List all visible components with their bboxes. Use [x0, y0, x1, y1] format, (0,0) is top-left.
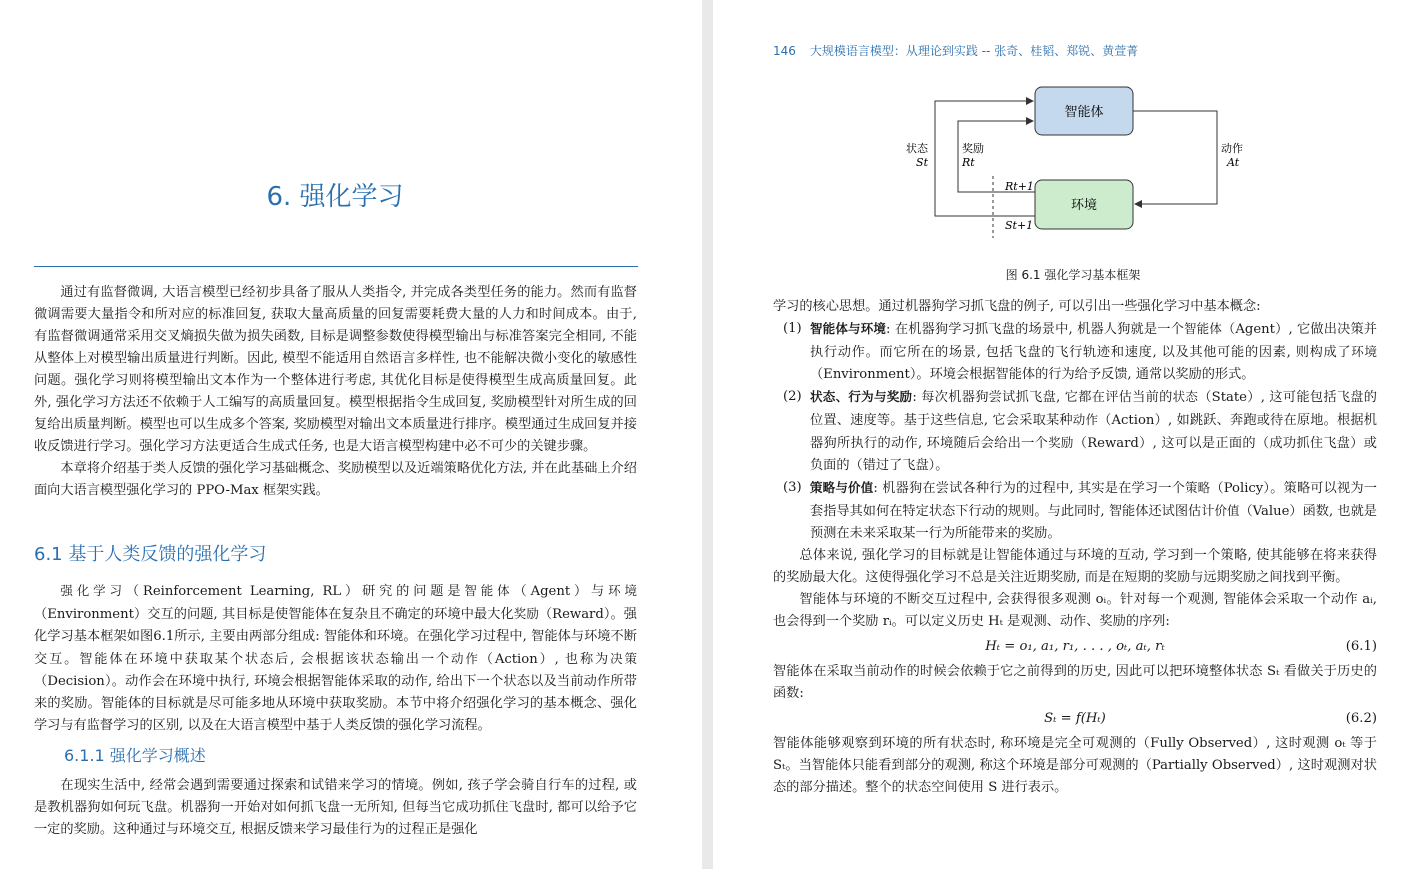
reward-symbol: Rt — [962, 156, 975, 169]
action-symbol: At — [1227, 156, 1240, 169]
term-span: 价值 — [1214, 503, 1240, 518]
text-span: （Action）, 也称为 — [479, 652, 611, 667]
term-env: 环境 — [608, 583, 637, 598]
rl-framework-diagram — [893, 80, 1253, 250]
text-span: （Policy）。策略可以视为一套指导其如何在特定状态下行动的规则。与此同时, 智能体还试图估计 — [810, 481, 1377, 519]
subsection-body — [34, 775, 637, 841]
action-label: 动作 — [1221, 142, 1243, 155]
item-number: (3) — [783, 480, 802, 495]
text-span: : 机器狗在尝试各种行为的过程中, 其实是在学习一个 — [873, 481, 1185, 496]
reward-label: 奖励 — [962, 142, 984, 155]
equation-6-1 — [773, 633, 1377, 661]
next-state-label: St+1 — [1005, 219, 1034, 232]
lead-paragraph: 学习的核心思想。通过机器狗学习抓飞盘的例子, 可以引出一些强化学习中基本概念: — [773, 299, 1261, 314]
section-title: 6.1 基于人类反馈的强化学习 — [34, 544, 267, 565]
next-reward-label: Rt+1 — [1005, 180, 1034, 193]
action-arrow — [1133, 111, 1217, 204]
equation-6-2 — [773, 705, 1377, 733]
concept-item-3 — [773, 477, 1377, 545]
term-rl: 强化学习 — [60, 583, 126, 598]
term-span: 动作 — [1072, 412, 1099, 427]
concept-item-2 — [773, 386, 1377, 477]
term-span: 奖励 — [1048, 435, 1074, 450]
item-heading: 状态、行为与奖励 — [810, 389, 913, 404]
state-symbol: St — [916, 156, 928, 169]
section-6-1-body — [34, 580, 637, 737]
item-number: (1) — [783, 321, 802, 336]
text-span: （Environment）交互的问题, 其目标是使智能体在复杂且不确定的环境中最大化 — [34, 607, 514, 622]
page-number: 146 — [773, 44, 796, 58]
term-decision: 决策 — [610, 651, 637, 666]
chapter-intro — [34, 282, 637, 502]
state-arrow — [935, 101, 1035, 216]
subsection-paragraph: 在现实生活中, 经常会遇到需要通过探索和试错来学习的情境。例如, 孩子学会骑自行车的过程, 或是教机器狗如何玩飞盘。机器狗一开始对如何抓飞盘一无所知, 但每当它成功抓住飞盘时, 都可以给予它一定的奖励。这种通过与环境交互, 根据反馈来学习最佳行为的过程正是强化 — [34, 778, 637, 837]
observation-paragraph: 智能体与环境的不断交互过程中, 会获得很多观测 oᵢ。针对每一个观测, 智能体会采取一个动作 aᵢ, 也会得到一个奖励 rᵢ。可以定义历史 Hₜ 是观测、动作、奖励的序列: — [773, 592, 1377, 629]
figure-caption: 图 6.1 强化学习基本框架 — [1005, 268, 1141, 282]
term-span: 状态 — [1172, 389, 1199, 404]
text-span: （Action）, 如跳跃、奔跑或待在原地。根据机器狗所执行的动作, 环境随后会给出一个 — [810, 413, 1377, 451]
right-page — [713, 0, 1413, 869]
equation-number: (6.2) — [1345, 711, 1377, 726]
text-span: （Agent）, 它做出决策并执行动作。而它所在的场景, 包括飞盘的飞行轨迹和速度, 以及其他可能的因素, 则构成了 — [810, 322, 1377, 360]
running-title: 大规模语言模型：从理论到实践 -- 张奇、桂韬、郑锐、黄萱菁 — [809, 44, 1139, 58]
term-span: 策略 — [1184, 480, 1211, 495]
equation-body: Sₜ = f(Hₜ) — [1044, 711, 1106, 726]
term-span: 环境 — [1351, 344, 1377, 359]
chapter-rule — [34, 266, 638, 267]
equation-number: (6.1) — [1345, 639, 1377, 654]
subsection-title: 6.1.1 强化学习概述 — [64, 746, 206, 765]
item-heading: 智能体与环境 — [810, 321, 887, 336]
term-agent: 智能体 — [464, 583, 514, 598]
left-page — [0, 0, 702, 869]
text-span: （Value）函数, 也就是预测在未来采取某一行为所能带来的奖励。 — [810, 504, 1377, 541]
text-span: : 在机器狗学习抓飞盘的场景中, 机器人狗就是一个 — [886, 322, 1184, 337]
text-span: （Decision）。动作会在环境中执行, 环境会根据智能体采取的动作, 给出下一个状态以及当前动作所带来的奖励。智能体的目标就是尽可能多地从环境中获取奖励。本节中将介绍强化学习的基本概念、强化学习与有监督学习的区别, 以及在大语言模型中基于人类反馈的强化学习流程。 — [34, 674, 637, 733]
text-span: : 每次机器狗尝试抓飞盘, 它都在评估当前的 — [912, 390, 1173, 405]
state-paragraph: 智能体在采取当前动作的时候会依赖于它之前得到的历史, 因此可以把环境整体状态 Sₜ 看做关于历史的函数: — [773, 664, 1377, 701]
term-span: 智能体 — [1183, 321, 1222, 336]
right-body — [773, 296, 1377, 799]
intro-paragraph-2: 本章将介绍基于类人反馈的强化学习基础概念、奖励模型以及近端策略优化方法, 并在此基础上介绍面向大语言模型强化学习的 PPO-Max 框架实践。 — [34, 461, 637, 498]
state-label: 状态 — [906, 142, 928, 155]
text-span: （State）, 这可能包括飞盘的位置、速度等。基于这些信息, 它会采取某种 — [810, 390, 1377, 428]
term-action: 动作 — [451, 651, 480, 666]
running-header — [773, 42, 1138, 59]
observability-paragraph: 智能体能够观察到环境的所有状态时, 称环境是完全可观测的（Fully Observed）, 这时观测 oₜ 等于 Sₜ。当智能体只能看到部分的观测, 称这个环境是部分可观测的（Partially Observed）, 这时观测对状态的部分描述。整个的状态空间使用 S 进行表示。 — [773, 736, 1377, 795]
text-span: （Environment）。环境会根据智能体的行为给予反馈, 通常以奖励的形式。 — [810, 367, 1255, 382]
environment-label: 环境 — [1070, 198, 1098, 213]
concept-item-1 — [773, 318, 1377, 386]
text-span: （Agent）与 — [513, 584, 609, 599]
text-span: （Reward）。强化学习基本框架如图6.1所示, 主要由两部分组成: 智能体和环境。在强化学习过程中, 智能体与环境不断交互。智能体在环境中获取某个状态后, 会根据该状态输出一个 — [34, 607, 637, 667]
item-heading: 策略与价值 — [810, 480, 874, 495]
term-reward: 奖励 — [513, 606, 539, 621]
item-number: (2) — [783, 389, 802, 404]
text-span: （Reward）, 这可以是正面的（成功抓住飞盘）或负面的（错过了飞盘）。 — [810, 436, 1377, 473]
agent-label: 智能体 — [1064, 105, 1104, 120]
summary-paragraph: 总体来说, 强化学习的目标就是让智能体通过与环境的互动, 学习到一个策略, 使其能够在将来获得的奖励最大化。这使得强化学习不总是关注近期奖励, 而是在短期的奖励与远期奖励之间找到平衡。 — [773, 548, 1377, 585]
chapter-title: 6. 强化学习 — [266, 182, 404, 212]
intro-paragraph-1: 通过有监督微调, 大语言模型已经初步具备了服从人类指令, 并完成各类型任务的能力。然而有监督微调需要大量指令和所对应的标准回复, 获取大量高质量的回复需要耗费大量的人力和时间成本。由于, 有监督微调通常采用交叉熵损失做为损失函数, 目标是调整参数使得模型输出与标准答案完全相同, 不能从整体上对模型输出质量进行判断。因此, 模型不能适用自然语言多样性, 也不能解决微小变化的敏感性问题。强化学习则将模型输出文本作为一个整体进行考虑, 其优化目标是使得模型生成高质量回复。此外, 强化学习方法还不依赖于人工编写的高质量回复。模型根据指令生成回复, 奖励模型针对所生成的回复给出质量判断。模型也可以生成多个答案, 奖励模型对输出文本质量进行排序。模型通过生成回复并接收反馈进行学习。强化学习方法更适合生成式任务, 也是大语言模型构建中必不可少的关键步骤。 — [34, 285, 637, 454]
equation-body: Hₜ = o₁, a₁, r₁, . . . , oₜ, aₜ, rₜ — [985, 639, 1165, 654]
section-6-1-paragraph — [34, 580, 637, 737]
text-span: （Reinforcement Learning, RL）研究的问题是 — [125, 584, 465, 599]
